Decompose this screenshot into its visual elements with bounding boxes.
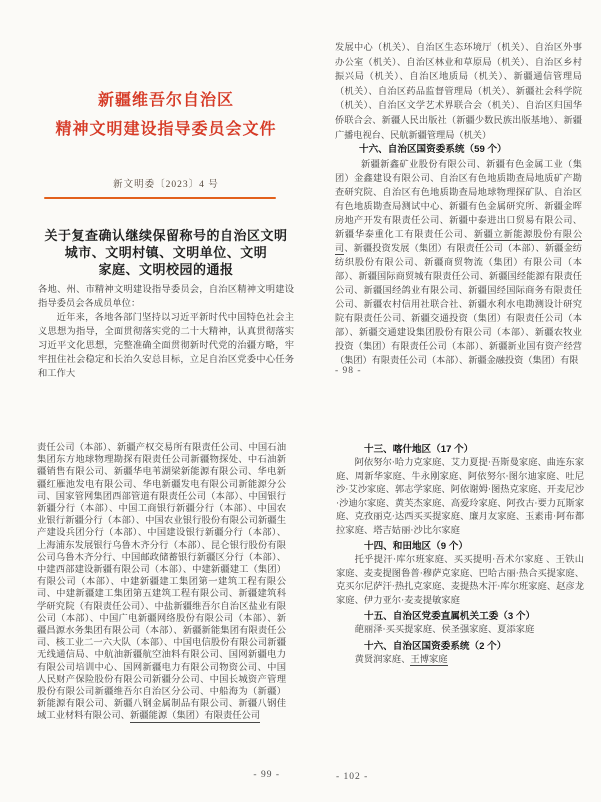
masthead-line1: 新疆维吾尔自治区 <box>97 92 234 109</box>
page99-list-segment: 责任公司（本部）、新疆产权交易所有限责任公司、中国石油集团东方地球物理勘探有限责任公司新疆物探处、中石油新疆销售有限公司、新疆华电苇湖梁新能源有限公司、华电新疆红雁池发电有限公司、华电新疆发电有限公司新能源分公司、国家管网集团西部管道有限责任公司（本部）、中国银行新疆分行（本部）、中国工商银行新疆分行（本部）、中国农业银行新疆分行（本部）、中国农业银行股份有限公司新疆生产建设兵团分行（本部）、中国建设银行新疆分行（本部）、上海浦东发展银行乌鲁木齐分行（本部）、昆仑银行股份有限公司乌鲁木齐分行、中国邮政储蓄银行新疆区分行（本部）、中建西部建设新疆有限公司（本部）、中建新疆建工（集团）有限公司（本部）、中建新疆建工集团第一建筑工程有限公司、中建新疆建工集团第五建筑工程有限公司、新疆建筑科学研究院（有限责任公司）、中盐新疆维吾尔自治区盐业有限公司（本部）、中国广电新疆网络股份有限公司（本部）、新疆昌源水务集团有限公司（本部）、新疆新能集团有限责任公司、核工业二一六大队（本部）、中国电信股份有限公司新疆无线通信局、中航油新疆航空油料有限公司、国网新疆电力有限公司培训中心、国网新疆电力有限公司物资公司、中国人民财产保险股份有限公司新疆分公司、中国长城资产管理股份有限公司新疆维吾尔自治区分公司、中船海为（新疆）新能源有限公司、新疆八钢金属制品有限公司、新疆八钢佳域工业材料有限公司、 <box>37 443 286 722</box>
page98-list-segment-after: 、新疆投资发展（集团）有限责任公司（本部）、新疆金纺纺织股份有限公司、新疆商贸物流（集团）有限公司（本部）、新疆国际商贸城有限责任公司、新疆国经能源有限责任公司、新疆国经鸽业有限公司、新疆国经国际商务有限责任公司、新疆农村信用社联合社、新疆水利水电勘测设计研究院有限责任公司、新疆交通投资（集团）有限责任公司（本部）、新疆交通建设集团股份有限公司（本部）、新疆农牧业投资（集团）有限责任公司（本部）、新疆新业国有资产经营（集团）有限责任公司（本部）、新疆金融投资（集团）有限 <box>335 243 582 366</box>
page-102 <box>336 441 584 802</box>
page-98 <box>335 0 582 440</box>
page98-list-segment: 新疆新鑫矿业股份有限公司、新疆有色金属工业（集团）金鑫建设有限公司、自治区有色地质勘查局地质矿产勘查研究院、自治区有色地质勘查局地球物理探矿队、自治区有色地质勘查局测试中心、新疆有色金属研究所、新疆金晖房地产开发有限责任公司、新疆中泰进出口贸易有限公司、新疆华泰重化工有限责任公司、 <box>335 159 582 240</box>
document-title-line1: 关于复查确认继续保留称号的自治区文明 <box>44 228 288 243</box>
page98-company-list <box>335 157 582 367</box>
section-party-committee <box>336 609 584 638</box>
section-kashgar-families: 阿依努尔·哈力克家庭、艾力夏提·吾斯曼家庭、曲连东家庭、周新华家庭、牛永刚家庭、阿依努尔·图尔迪家庭、吐尼沙·艾沙家庭、郭志学家庭、阿依谢姆·图热克家庭、开麦尼沙·沙迪尔家庭、黄芙杰家庭、高爱玲家庭、阿孜古·要力瓦斯家庭、克孜丽克·达西买买提家庭、廉月友家庭、玉素甫·阿布都拉家庭、塔吉姑丽·沙比尔家庭 <box>336 458 584 536</box>
sasac-underlined-family: 王博家庭 <box>410 654 448 665</box>
masthead-rule <box>44 197 276 199</box>
masthead-line2: 精神文明建设指导委员会文件 <box>55 121 277 138</box>
cover-page <box>38 0 294 440</box>
section-sasac-families <box>336 654 584 668</box>
document-title-line3: 家庭、文明校园的通报 <box>98 262 234 277</box>
sasac-family-segment: 黄贤润家庭、 <box>354 654 411 665</box>
page99-company-list <box>37 442 286 723</box>
page-99 <box>37 442 286 802</box>
section-party-committee-heading: 十五、自治区党委直属机关工委（3 个） <box>364 611 536 622</box>
page99-underlined-company: 新疆能源（集团）有限责任公司 <box>129 711 261 722</box>
section-party-committee-families: 葩丽泽·买买提家庭、侯圣强家庭、夏添家庭 <box>354 625 535 635</box>
cover-paragraph: 近年来，各地各部门坚持以习近平新时代中国特色社会主义思想为指导，全面贯彻落实党的二十大精神，认真贯彻落实习近平文化思想，完整准确全面贯彻新时代党的治疆方略，牢牢扭住社会稳定和长治久安总目标，立足自治区党委中心任务和工作大 <box>38 313 294 379</box>
section-hotan-families: 托乎提汗·库尔班家庭、买买提明·吾术尔家庭 、王铁山家庭、麦麦提图鲁普·穆萨克家庭、巴哈古丽·热合买提家庭、克买尔尼萨汗·热扎克家庭、麦提热木汗·库尔班家庭、赵彦龙家庭、伊力亚尔·麦麦提敏家庭 <box>336 555 584 606</box>
page98-page-number: - 98 - <box>335 366 362 376</box>
cover-body <box>38 283 294 381</box>
page98-underlined-company: 新疆立新能源股份有限公司 <box>335 229 583 254</box>
page98-continuation-paragraph: 发展中心（机关）、自治区生态环境厅（机关）、自治区外事办公室（机关）、自治区林业和草原局（机关）、自治区乡村振兴局（机关）、自治区地质局（机关）、新疆通信管理局（机关）、自治区药品监督管理局（机关）、新疆社会科学院（机关）、自治区文学艺术界联合会（机关）、自治区归国华侨联合会、新疆人民出版社（新疆少数民族出版基地）、新疆广播电视台、民航新疆管理局（机关） <box>335 42 582 140</box>
document-number: 新文明委〔2023〕4 号 <box>113 180 219 190</box>
section-kashgar-heading: 十三、喀什地区（17 个） <box>364 444 474 455</box>
page98-section-heading: 十六、自治区国资委系统（59 个） <box>359 144 507 156</box>
section-hotan <box>336 539 584 608</box>
section-kashgar <box>336 442 584 538</box>
document-title-line2: 城市、文明村镇、文明单位、文明 <box>64 245 268 260</box>
page102-page-number: - 102 - <box>336 772 369 782</box>
section-hotan-heading: 十四、和田地区（9 个） <box>364 541 468 552</box>
page99-page-number: - 99 - <box>253 770 280 780</box>
section-sasac-heading: 十六、自治区国资委系统（2 个） <box>364 640 507 652</box>
masthead-red-title <box>38 86 294 144</box>
salutation: 各地、州、市精神文明建设指导委员会，自治区精神文明建设指导委员会各成员单位： <box>38 285 294 309</box>
section-sasac <box>336 639 584 668</box>
document-title <box>38 227 294 278</box>
